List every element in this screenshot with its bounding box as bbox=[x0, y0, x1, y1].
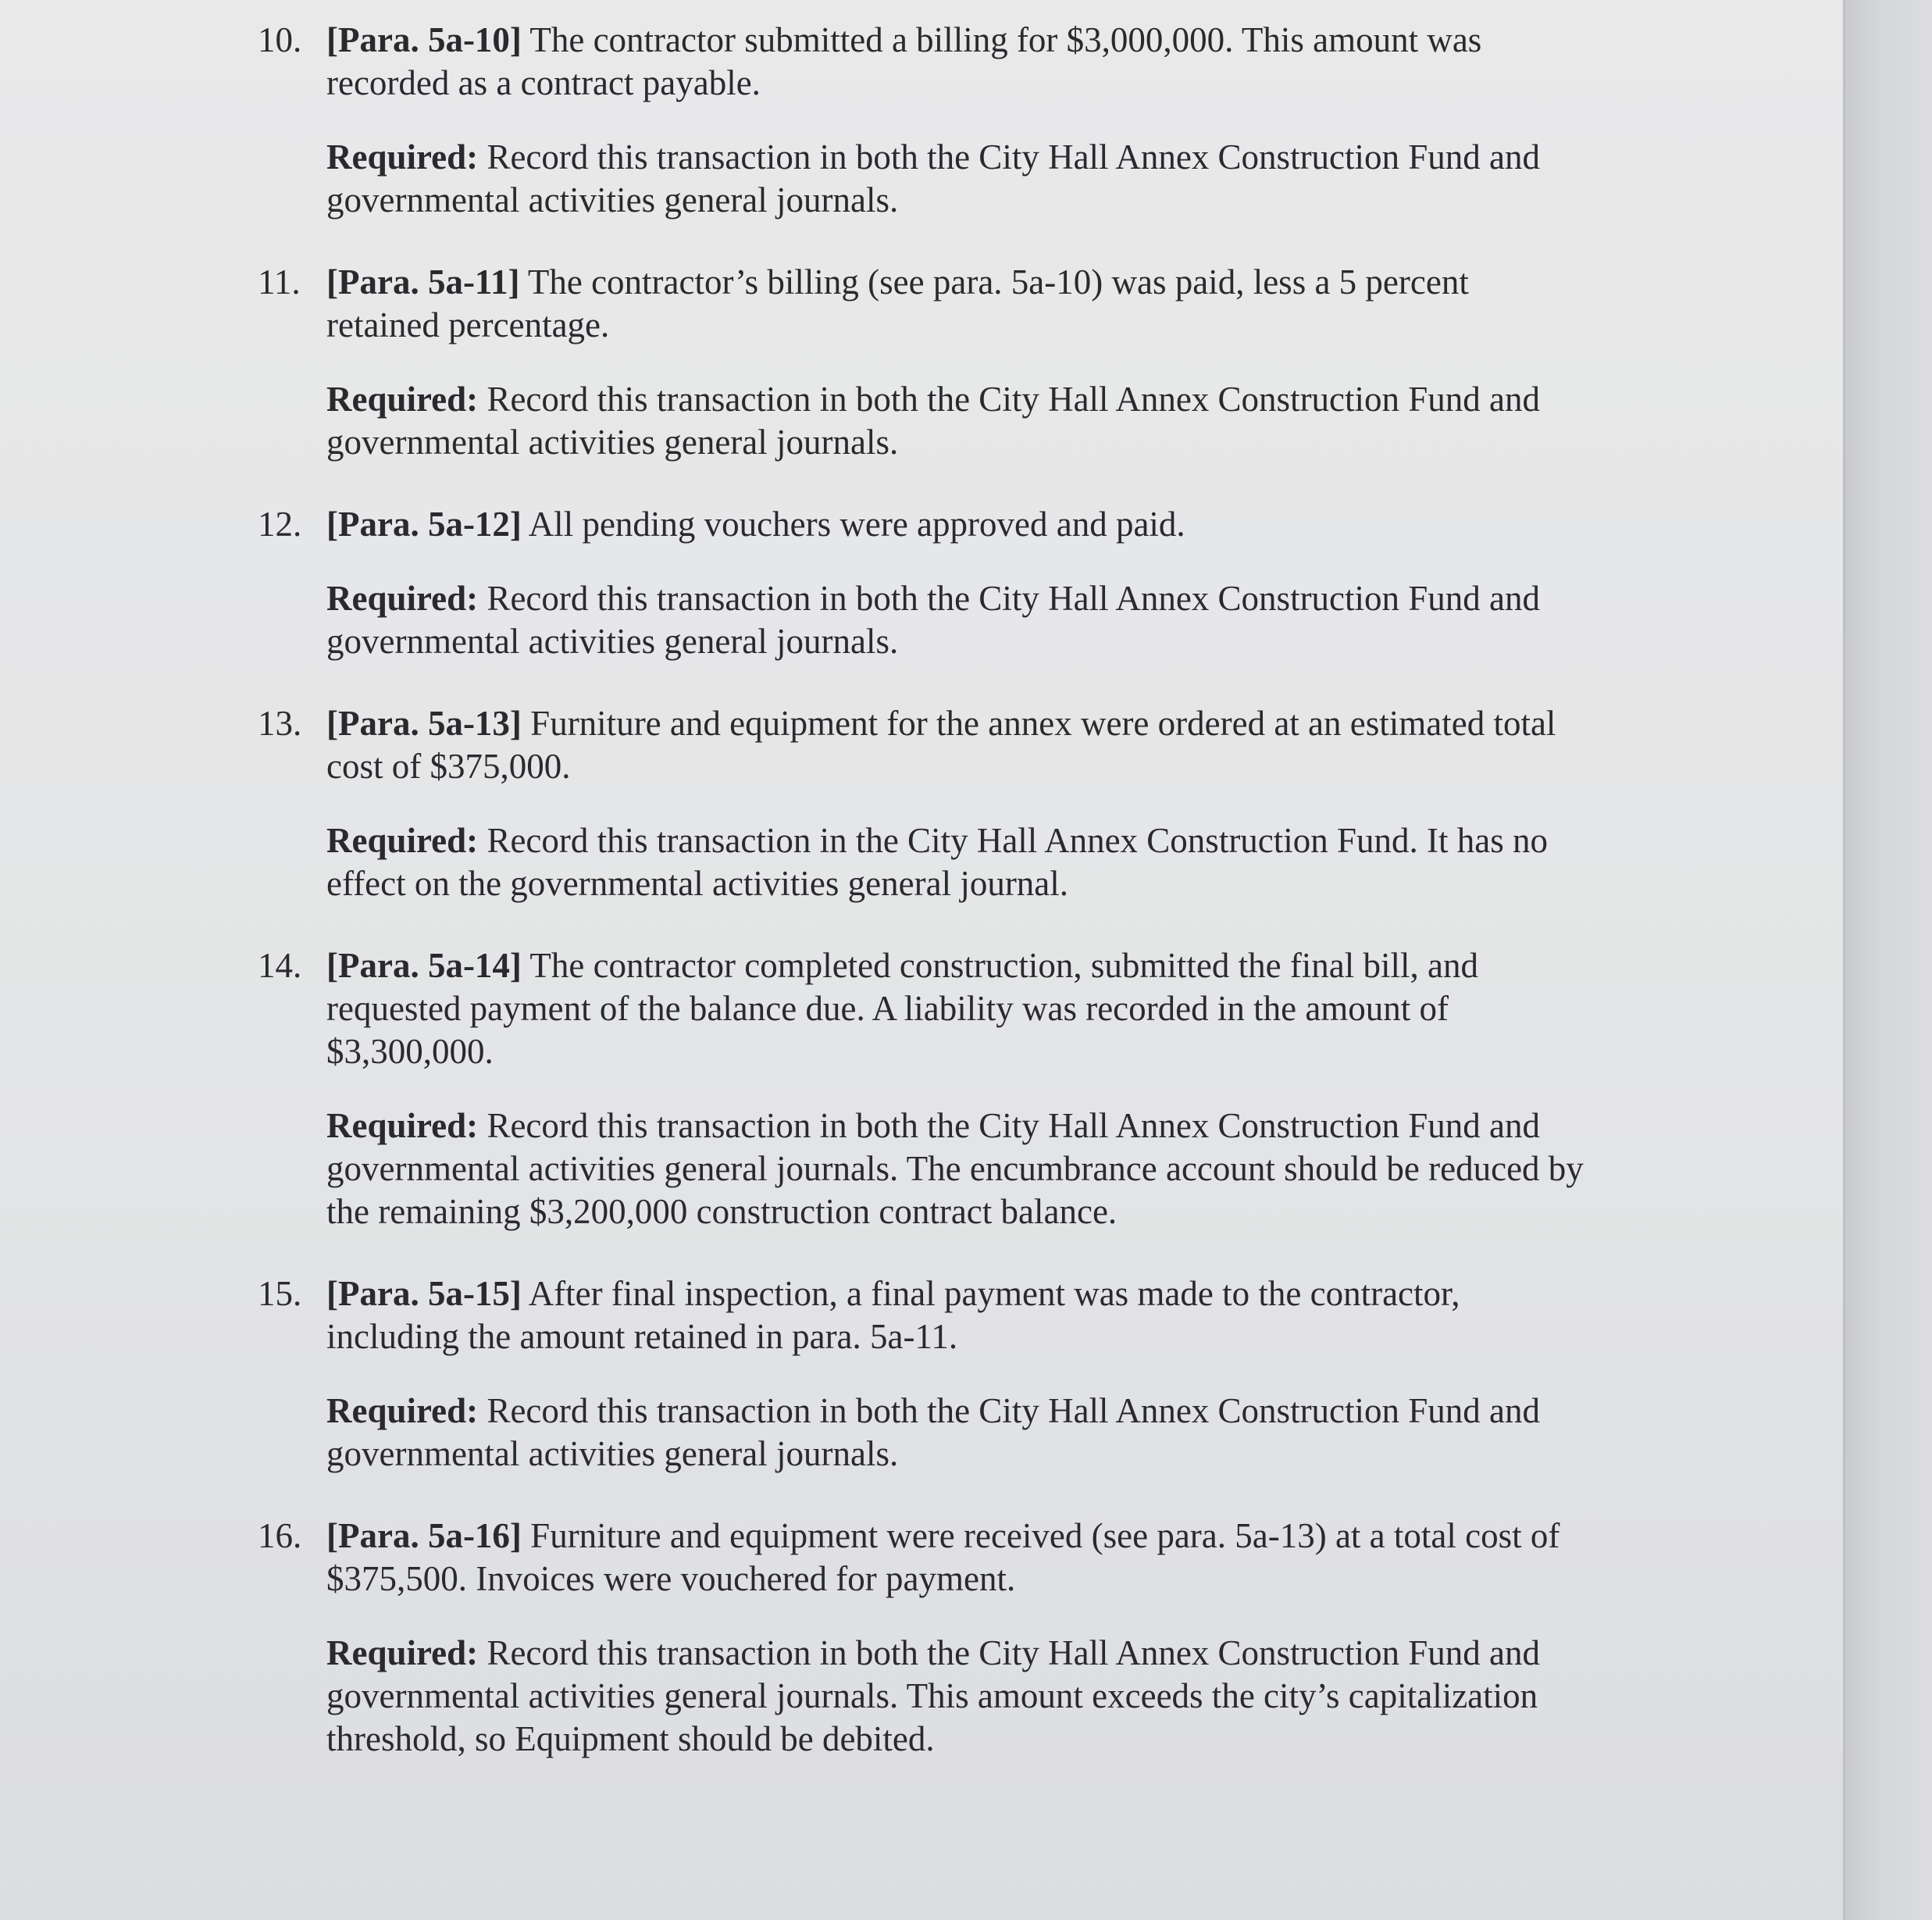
paragraph-reference: [Para. 5a-16] bbox=[326, 1516, 522, 1555]
item-number: 11. bbox=[258, 262, 301, 302]
item-number: 13. bbox=[258, 704, 302, 743]
exercise-item-14 bbox=[258, 944, 1585, 1233]
item-number: 15. bbox=[258, 1274, 302, 1313]
required-text: Record this transaction in both the City Hall Annex Construction Fund and governmental activities general journals. bbox=[326, 1391, 1541, 1473]
item-description bbox=[326, 261, 1585, 347]
item-number: 16. bbox=[258, 1516, 302, 1555]
required-instruction bbox=[326, 378, 1585, 464]
required-label: Required: bbox=[326, 821, 479, 860]
item-description bbox=[326, 702, 1585, 788]
required-label: Required: bbox=[326, 137, 479, 177]
page-right-edge bbox=[1843, 0, 1932, 1920]
required-text: Record this transaction in both the City Hall Annex Construction Fund and governmental activities general journals. bbox=[326, 579, 1541, 661]
description-text: After final inspection, a final payment was made to the contractor, including the amount retained in para. 5a-11. bbox=[326, 1274, 1460, 1356]
paragraph-reference: [Para. 5a-15] bbox=[326, 1274, 522, 1313]
required-label: Required: bbox=[326, 1633, 479, 1672]
required-text: Record this transaction in both the City Hall Annex Construction Fund and governmental activities general journals. bbox=[326, 137, 1541, 219]
required-label: Required: bbox=[326, 1106, 479, 1145]
paragraph-reference: [Para. 5a-12] bbox=[326, 505, 522, 544]
required-text: Record this transaction in the City Hall Annex Construction Fund. It has no effect on the governmental activities general journal. bbox=[326, 821, 1549, 903]
item-description bbox=[326, 1515, 1585, 1601]
item-number: 10. bbox=[258, 20, 302, 59]
description-text: The contractor completed construction, submitted the final bill, and requested payment of the balance due. A liability was recorded in the amount of $3,300,000. bbox=[326, 946, 1479, 1071]
description-text: Furniture and equipment were received (see para. 5a-13) at a total cost of $375,500. Invoices were vouchered for payment. bbox=[326, 1516, 1560, 1598]
exercise-item-15 bbox=[258, 1272, 1585, 1476]
exercise-list bbox=[258, 19, 1585, 1800]
description-text: Furniture and equipment for the annex were ordered at an estimated total cost of $375,000. bbox=[326, 704, 1556, 786]
exercise-item-12 bbox=[258, 503, 1585, 663]
required-label: Required: bbox=[326, 380, 479, 419]
exercise-item-13 bbox=[258, 702, 1585, 905]
required-text: Record this transaction in both the City Hall Annex Construction Fund and governmental activities general journals. This amount exceeds the city’s capitalization threshold, so Equipment should be debited. bbox=[326, 1633, 1541, 1758]
required-instruction bbox=[326, 1390, 1585, 1476]
item-description bbox=[326, 503, 1585, 546]
required-instruction bbox=[326, 577, 1585, 663]
description-text: The contractor submitted a billing for $3,000,000. This amount was recorded as a contract payable. bbox=[326, 20, 1482, 102]
item-description bbox=[326, 1272, 1585, 1358]
description-text: All pending vouchers were approved and paid. bbox=[521, 505, 1185, 544]
exercise-item-10 bbox=[258, 19, 1585, 222]
description-text: The contractor’s billing (see para. 5a-10) was paid, less a 5 percent retained percentage. bbox=[326, 262, 1469, 344]
item-number: 12. bbox=[258, 505, 302, 544]
required-text: Record this transaction in both the City Hall Annex Construction Fund and governmental activities general journals. The encumbrance account should be reduced by the remaining $3,200,000 construction contract balance. bbox=[326, 1106, 1584, 1231]
item-description bbox=[326, 944, 1585, 1073]
required-instruction bbox=[326, 1105, 1585, 1233]
required-label: Required: bbox=[326, 579, 479, 618]
paragraph-reference: [Para. 5a-11] bbox=[326, 262, 520, 302]
required-label: Required: bbox=[326, 1391, 479, 1430]
required-instruction bbox=[326, 136, 1585, 222]
exercise-item-16 bbox=[258, 1515, 1585, 1761]
paragraph-reference: [Para. 5a-13] bbox=[326, 704, 522, 743]
item-description bbox=[326, 19, 1585, 105]
required-instruction bbox=[326, 1632, 1585, 1761]
exercise-item-11 bbox=[258, 261, 1585, 464]
required-text: Record this transaction in both the City Hall Annex Construction Fund and governmental activities general journals. bbox=[326, 380, 1541, 462]
paragraph-reference: [Para. 5a-14] bbox=[326, 946, 522, 985]
paragraph-reference: [Para. 5a-10] bbox=[326, 20, 522, 59]
required-instruction bbox=[326, 819, 1585, 905]
item-number: 14. bbox=[258, 946, 302, 985]
